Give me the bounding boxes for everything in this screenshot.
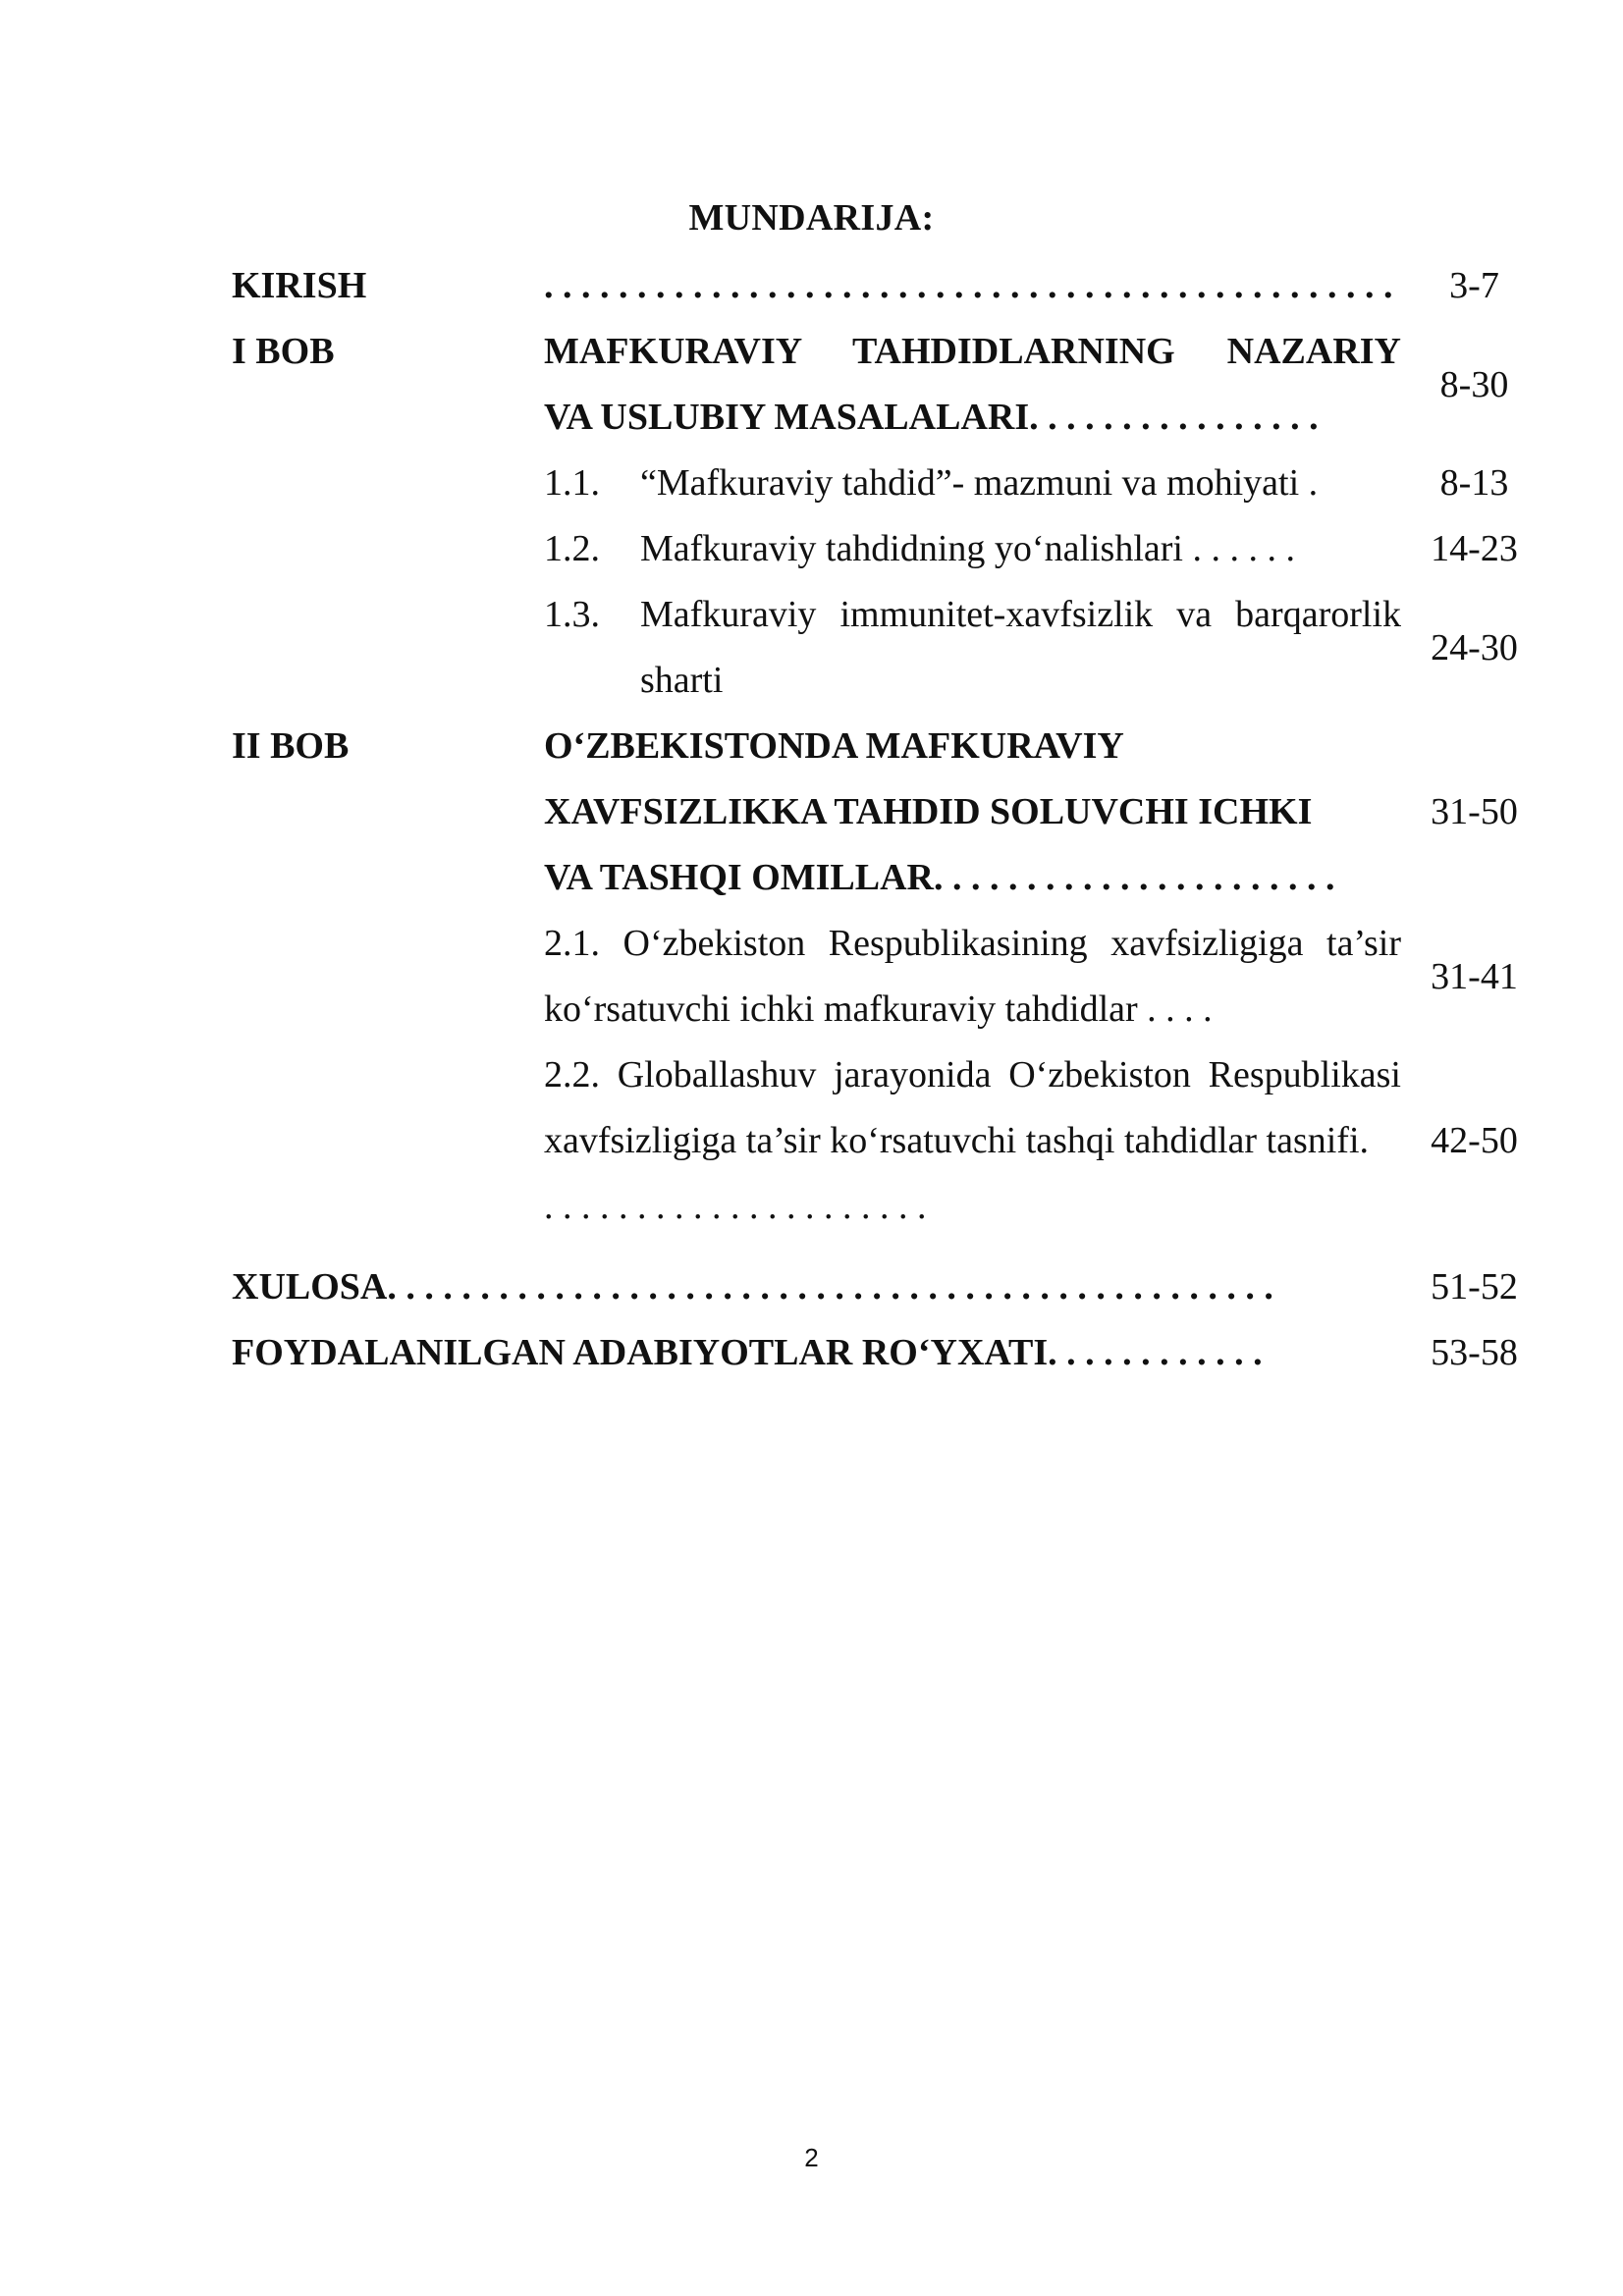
toc-entry-pages: 14-23 (1431, 528, 1518, 569)
toc-title: MUNDARIJA: (688, 197, 935, 239)
toc-entry-section-2-1[interactable] (232, 911, 1547, 1042)
toc-section-title: Mafkuraviy tahdidning yo‘nalishlari . . . . . . (640, 528, 1295, 569)
toc-entry-leader: . . . . . . . . . . . . . . . . . . . . . . . . . . . . . . . . . . . . . . . . . . . . . . (544, 265, 1393, 306)
page-number: 2 (804, 2143, 819, 2172)
toc-entry-section-1-1[interactable] (232, 451, 1547, 516)
toc-entry-section-1-2[interactable] (232, 516, 1547, 582)
toc-entry-label: KIRISH (232, 265, 367, 306)
toc-entry-title: FOYDALANILGAN ADABIYOTLAR RO‘YXATI. . . . . . . . . . . . (232, 1332, 1263, 1373)
toc-entry-title (544, 714, 1401, 911)
toc-entry-kirish[interactable] (232, 253, 1547, 319)
toc-section-title-line: 2.1. O‘zbekiston Respublikasining xavfsizligiga ta’sir (544, 923, 1401, 964)
toc-section-title-line: sharti (640, 660, 724, 701)
toc-entry-pages: 53-58 (1431, 1332, 1518, 1373)
toc-entry-pages: 8-30 (1439, 363, 1509, 405)
toc-entry-title: XULOSA. . . . . . . . . . . . . . . . . . . . . . . . . . . . . . . . . . . . . . . . . . . . . . . . (232, 1266, 1273, 1308)
toc-entry-label: I BOB (232, 331, 335, 372)
toc-entry-chapter-2[interactable] (232, 714, 1547, 911)
toc-entry-pages: 31-41 (1431, 955, 1518, 997)
toc-section-title-line: ko‘rsatuvchi ichki mafkuraviy tahdidlar . . . . (544, 988, 1213, 1030)
toc-section-title-line: . . . . . . . . . . . . . . . . . . . . . (544, 1186, 927, 1227)
toc-section-title (544, 911, 1401, 1042)
toc-section-title: “Mafkuraviy tahdid”- mazmuni va mohiyati . (640, 462, 1319, 504)
toc-entry-xulosa[interactable] (232, 1255, 1547, 1320)
toc-entry-pages: 42-50 (1431, 1120, 1518, 1161)
toc-section-title-line: 2.2. Globallashuv jarayonida O‘zbekiston Respublikasi (544, 1054, 1401, 1095)
toc-entry-pages: 24-30 (1431, 626, 1518, 668)
toc-entry-section-2-2[interactable] (232, 1042, 1547, 1240)
toc-entry-pages: 3-7 (1449, 265, 1499, 306)
toc-entry-title-line: XAVFSIZLIKKA TAHDID SOLUVCHI ICHKI (544, 791, 1313, 832)
toc-entry-title-line: MAFKURAVIY TAHDIDLARNING NAZARIY (544, 331, 1401, 372)
toc-section-title (544, 1042, 1401, 1240)
toc-entry-pages: 51-52 (1431, 1266, 1518, 1308)
toc-entry-bibliography[interactable] (232, 1320, 1547, 1386)
toc-section-number: 1.3. (544, 594, 600, 635)
toc-entry-chapter-1[interactable] (232, 319, 1547, 451)
toc-entry-title-line: VA USLUBIY MASALALARI. . . . . . . . . . . . . . . . (544, 397, 1319, 438)
toc-entry-section-1-3[interactable] (232, 582, 1547, 714)
toc-section-title-line: Mafkuraviy immunitet-xavfsizlik va barqarorlik (640, 594, 1401, 635)
toc-entry-label: II BOB (232, 725, 350, 767)
toc-entry-title-line: VA TASHQI OMILLAR. . . . . . . . . . . . . . . . . . . . . . (544, 857, 1335, 898)
toc-section-number: 1.2. (544, 528, 600, 569)
toc-entry-title-line: O‘ZBEKISTONDA MAFKURAVIY (544, 725, 1124, 767)
toc-entry-title (544, 319, 1401, 451)
table-of-contents (232, 253, 1547, 1386)
toc-section-number: 1.1. (544, 462, 600, 504)
toc-entry-pages: 8-13 (1439, 462, 1509, 504)
toc-entry-pages: 31-50 (1431, 791, 1518, 832)
toc-section-title-line: xavfsizligiga ta’sir ko‘rsatuvchi tashqi tahdidlar tasnifi. (544, 1120, 1370, 1161)
